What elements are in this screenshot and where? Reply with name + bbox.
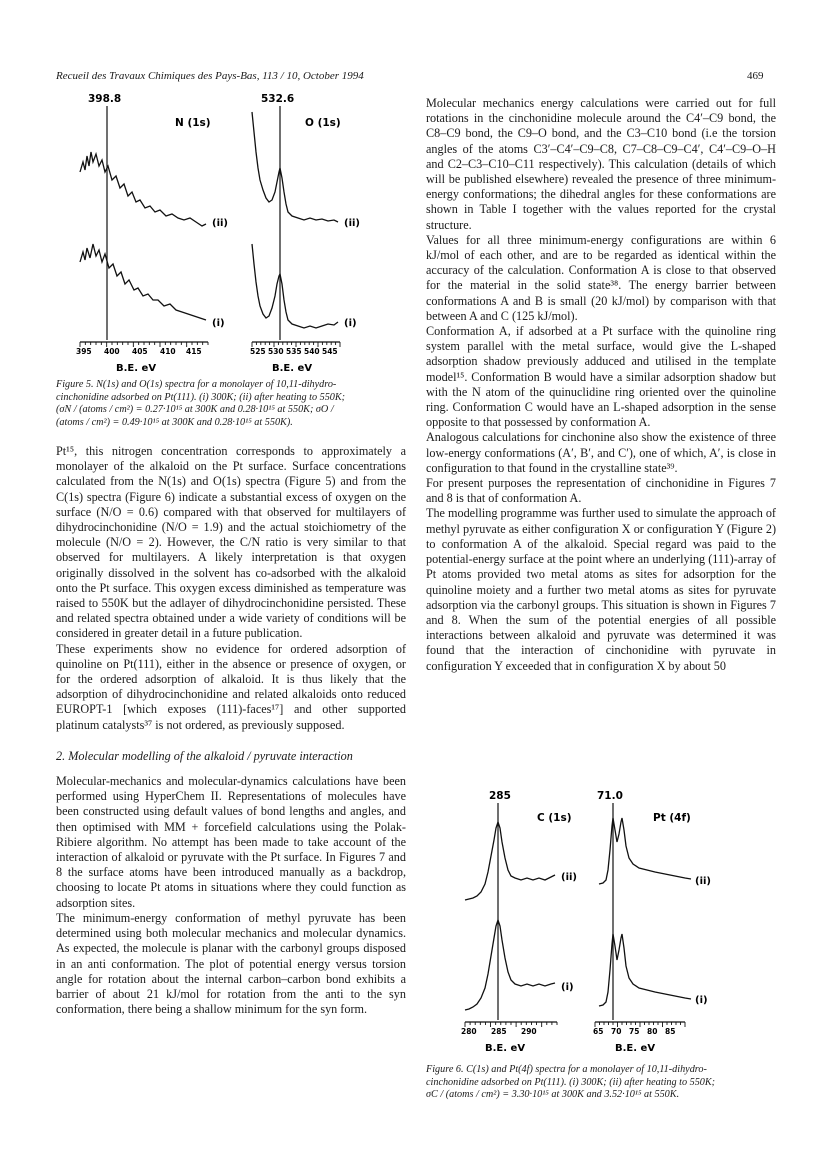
n1s-label-i: (i) [212,318,225,329]
o1s-label-ii: (ii) [344,218,360,229]
figure-5-caption-line-1: Figure 5. N(1s) and O(1s) spectra for a monolayer of 10,11-dihydro- [56,379,337,390]
right-paragraph-6: The modelling programme was further used to simulate the approach of methyl pyruvate as either configuration X or configuration Y (Figure 2) to conformation A of the alkaloid. Special regard was paid to the potential-energy surface at the point where an underlying (111)-array of Pt atoms provided two metal atoms as sites for adsorption for the quinoline moiety and a further two metal atoms as sites for pyruvate adsorption via the carbonyl groups. This situation is shown in Figures 7 and 8. When the sum of the potential energies of all possible interactions between alkaloid and pyruvate was determined it was found that the interaction of cinchonidine with pyruvate in configuration Y exceeded that in configuration X by about 50 [426,506,776,673]
right-column [426,96,776,674]
n1s-curve-i [80,244,206,320]
left-paragraph-4: The minimum-energy conformation of methyl pyruvate has been determined using both molecular mechanics and molecular dynamics. As expected, the molecule is planar with the carbonyl groups disposed in an anti conformation. The plot of potential energy versus torsion angle for rotation about the internal carbon–carbon bond exhibits a barrier of about 21 kJ/mol for rotation from the anti to the syn conformation, there being a shallow minimum for the syn form. [56,910,406,1017]
left-paragraph-1: Pt¹⁵, this nitrogen concentration corresponds to approximately a monolayer of the alkaloid on the Pt surface. Surface concentrations calculated from the N(1s) and O(1s) spectra (Figure 5) and from the C(1s) spectra (Figure 6) indicate a substantial excess of oxygen on the surface (N/O = 0.6) compared with that observed for multilayers of dihydrocinchonidine (N/O = 1.9) and the actual stoichiometry of the molecule (N/O = 2). However, the C/N ratio is very similar to that observed for multilayers. A likely interpretation is that oxygen originally dissolved in the solvent has co-adsorbed with the alkaloid onto the Pt surface. This oxygen excess diminished as temperature was raised to 550K but the adlayer of dihydrocinchonidine persisted. These and related spectra obtained under a wide variety of conditions will be considered in greater detail in a future publication. [56,444,406,641]
n1s-title: N (1s) [175,117,211,129]
page-number: 469 [747,70,764,82]
left-column [56,444,406,1017]
n1s-tick-400: 400 [104,347,120,356]
figure-5-caption-line-4: (atoms / cm²) = 0.49·10¹⁵ at 300K and 0.28·10¹⁵ at 550K). [56,416,293,428]
o1s-xlabel: B.E. eV [272,363,313,374]
pt4f-tick-70: 70 [611,1027,622,1036]
section-heading: 2. Molecular modelling of the alkaloid / pyruvate interaction [56,748,353,763]
n1s-tick-415: 415 [186,347,202,356]
pt4f-tick-65: 65 [593,1027,604,1036]
left-paragraph-2: These experiments show no evidence for ordered adsorption of quinoline on Pt(111), either in the absence or presence of oxygen, or for the ordered adsorption of alkaloid. It is thus likely that the adsorption of dihydrocinchonidine and related alkaloids onto reduced EUROPT-1 [which exposes (111)-faces¹⁷] and other supported platinum catalysts³⁷ is not ordered, as previously supposed. [56,641,406,732]
n1s-tick-405: 405 [132,347,148,356]
pt4f-xlabel: B.E. eV [615,1043,656,1054]
pt4f-label-i: (i) [695,995,708,1006]
figure-5-caption-line-2: cinchonidine adsorbed on Pt(111). (i) 300K; (ii) after heating to 550K; [56,391,346,403]
c1s-tick-marks [465,1022,557,1027]
o1s-tick-545: 545 [322,347,338,356]
c1s-curve-ii [465,822,555,900]
c1s-peak-label: 285 [489,790,511,802]
right-paragraph-3: Conformation A, if adsorbed at a Pt surface with the quinoline ring system parallel with the metal surface, would give the L-shaped adsorption shadow previously adduced and utilised in the template model¹⁵. Conformation B would have a similar adsorption shadow but with the N atom of the quinuclidine ring oriented over the quinoline ring. Conformation C would have an L-shaped adsorption in the sense opposite to that possessed by conformation A. [426,324,776,430]
c1s-curve-i [465,920,555,1010]
figure-5-caption [56,379,406,429]
c1s-title: C (1s) [537,812,572,824]
right-paragraph-4: Analogous calculations for cinchonine also show the existence of three low-energy conformations (A′, B′, and C′), one of which, A′, is close in configuration to that found in the crystalline state³⁹. [426,430,776,475]
c1s-label-i: (i) [561,982,574,993]
figure-6-caption-line-3: σC / (atoms / cm²) = 3.30·10¹⁵ at 300K and 3.52·10¹⁵ at 550K. [426,1089,680,1101]
right-paragraph-5: For present purposes the representation of cinchonidine in Figures 7 and 8 is that of conformation A. [426,476,776,506]
c1s-label-ii: (ii) [561,872,577,883]
n1s-tick-395: 395 [76,347,92,356]
pt4f-tick-75: 75 [629,1027,640,1036]
c1s-tick-285: 285 [491,1027,507,1036]
figure-5-svg [76,92,380,382]
figure-6-caption [426,1064,776,1102]
pt4f-tick-85: 85 [665,1027,676,1036]
n1s-xlabel: B.E. eV [116,363,157,374]
o1s-curve-i [252,244,338,328]
pt4f-tick-80: 80 [647,1027,658,1036]
o1s-tick-530: 530 [268,347,284,356]
figure-5-caption-line-3: (σN / (atoms / cm²) = 0.27·10¹⁵ at 300K and 0.28·10¹⁵ at 550K; σO / [56,404,334,416]
n1s-tick-410: 410 [160,347,176,356]
figure-6-svg [455,788,755,1063]
o1s-tick-525: 525 [250,347,266,356]
o1s-tick-535: 535 [286,347,302,356]
figure-6-caption-line-1: Figure 6. C(1s) and Pt(4f) spectra for a monolayer of 10,11-dihydro- [426,1064,707,1075]
n1s-curve-ii [80,152,206,226]
c1s-tick-290: 290 [521,1027,537,1036]
journal-header: Recueil des Travaux Chimiques des Pays-Bas, 113 / 10, October 1994 [56,70,364,82]
figure-6-caption-line-2: cinchonidine adsorbed on Pt(111). (i) 300K; (ii) after heating to 550K; [426,1076,716,1088]
o1s-title: O (1s) [305,117,341,129]
c1s-tick-280: 280 [461,1027,477,1036]
left-paragraph-3: Molecular-mechanics and molecular-dynamics calculations have been performed using HyperChem II. Representations of molecules have been constructed using default values of bond lengths and angles, and then optimised with MM + forcefield calculations using the Polak-Ribiere algorithm. No attempt has been made to take account of the interaction of alkaloid or pyruvate with the Pt surface. In Figures 7 and 8 the surface atoms have been introduced manually as a backdrop, choosing to locate Pt atoms in situations where they could function as adsorption sites. [56,774,406,910]
figure-5 [76,92,380,382]
pt4f-title: Pt (4f) [653,812,691,824]
pt4f-peak-label: 71.0 [597,790,623,802]
n1s-peak-label: 398.8 [88,93,122,105]
right-paragraph-2: Values for all three minimum-energy configurations are within 6 kJ/mol of each other, and are to be regarded as identical within the accuracy of the calculation. Conformation A is close to that observed for the material in the solid state³⁸. The energy barrier between conformations A and B is small (20 kJ/mol) by comparison with that between A and C (125 kJ/mol). [426,232,776,323]
n1s-label-ii: (ii) [212,218,228,229]
o1s-label-i: (i) [344,318,357,329]
o1s-peak-label: 532.6 [261,93,295,105]
figure-6 [455,788,755,1063]
pt4f-label-ii: (ii) [695,876,711,887]
right-paragraph-1: Molecular mechanics energy calculations were carried out for full rotations in the cinchonidine molecule around the C4′–C9 bond, the C8–C9 bond, the C9–O bond, and the C3–C10 bond (i.e the torsion angles of the atoms C3′–C4′–C9–C8, C7–C8–C9–C4′, C4′–C9–O–H and C2–C3–C10–C11 respectively). This calculation (details of which will be published elsewhere) revealed the presence of three minimum-energy conformations; the dihedral angles for these conformations are shown in Table I together with the values reported for the crystal structure. [426,96,776,232]
o1s-tick-540: 540 [304,347,320,356]
c1s-xlabel: B.E. eV [485,1043,526,1054]
